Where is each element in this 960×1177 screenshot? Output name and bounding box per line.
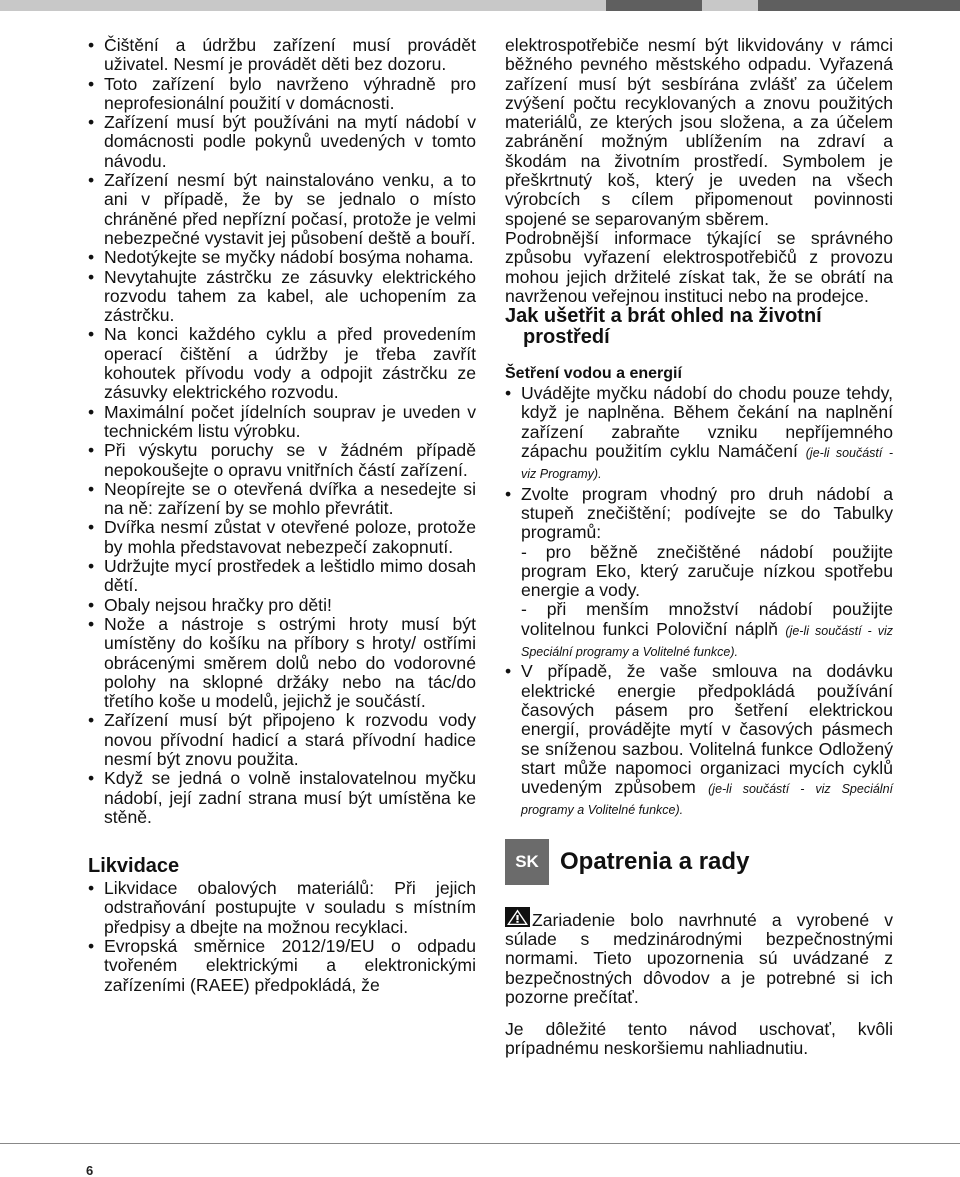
page-number: 6 (86, 1163, 94, 1177)
header-bar-segment (702, 0, 758, 11)
disposal-list (88, 879, 476, 995)
language-section-header (505, 839, 893, 885)
footer-divider (0, 1143, 960, 1144)
saving-list (505, 384, 893, 821)
section-title-line: prostředí (523, 326, 610, 349)
language-badge: SK (505, 839, 549, 885)
header-bar-segment (758, 0, 960, 11)
list-item: • Likvidace obalových materiálů: Při jejich odstraňování postupujte v souladu s místním předpisy a dbejte na možnou recyklaci. (88, 879, 476, 937)
list-item-text: - při menším množství nádobí použijte volitelnou funkci Poloviční náplň (521, 599, 893, 639)
disposal-info: Podrobnější informace týkající se správného způsobu vyřazení elektrospotřebičů z provozu mohou jejich držitelé získat tak, že se obrátí na navrženou veřejnou instituci nebo na prodejce. (505, 227, 893, 306)
list-item: • Zařízení musí být připojeno k rozvodu vody novou přívodní hadicí a stará přívodní hadice nesmí být znovu použita. (88, 711, 476, 769)
list-item: • Při výskytu poruchy se v žádném případě nepokoušejte o opravu vnitřních částí zařízení. (88, 441, 476, 480)
section-title-sk: Opatrenia a rady (560, 847, 750, 875)
list-item: • Na konci každého cyklu a před provedením operací čištění a údržby je třeba zavřít kohoutek přívodu vody a odpojit zástrčku ze zásuvky elektrického rozvodu. (88, 325, 476, 402)
header-bar (0, 0, 960, 11)
disposal-continuation: elektrospotřebiče nesmí být likvidovány v rámci běžného pevného městského odpadu. Vyřazená zařízení musí být sesbírána zvlášť za účelem zvýšení počtu recyklovaných a znovu použitých materiálů, ze kterých jsou složena, a za účelem zabránění možným ublížením na zdraví a škodám na životním prostředí. Symbolem je přeškrtnutý koš, který je uveden na všech výrobcích s cílem připomenout povinnosti spojené se separovaným sběrem. (505, 35, 893, 229)
list-item-note: (je-li součástí - viz Speciální programy a Volitelné funkce). (521, 623, 893, 660)
warning-triangle-icon (505, 907, 530, 927)
list-item-note: (je-li součástí - viz Programy). (521, 446, 893, 482)
header-bar-segment (0, 0, 606, 11)
list-item: • Evropská směrnice 2012/19/EU o odpadu tvořeném elektrickými a elektronickými zařízeními (RAEE) předpokládá, že (88, 937, 476, 995)
list-item: • Čištění a údržbu zařízení musí provádět uživatel. Nesmí je provádět děti bez dozoru. (88, 36, 476, 75)
section-title-likvidace: Likvidace (88, 855, 180, 878)
list-item: • Neopírejte se o otevřená dvířka a nesedejte si na ně: zařízení by se mohlo převrátit. (88, 480, 476, 519)
list-item: • Zařízení musí být používáni na mytí nádobí v domácnosti podle pokynů uvedených v tomto návodu. (88, 113, 476, 171)
list-item (505, 485, 893, 663)
list-item: • Toto zařízení bylo navrženo výhradně pro neprofesionální použití v domácnosti. (88, 75, 476, 114)
section-title-saving (505, 306, 893, 348)
sk-intro-paragraph (505, 907, 893, 1007)
list-item (505, 662, 893, 820)
list-item: • Zařízení nesmí být nainstalováno venku, a to ani v případě, že by se jednalo o místo chráněné před nepřízní počasí, protože je velmi nebezpečné vystavit jej působení deště a bouří. (88, 171, 476, 248)
paragraph-text: Zariadenie bolo navrhnuté a vyrobené v súlade s medzinárodnými bezpečnostnými normami. Tieto upozornenia sú uvádzané z bezpečnostných dôvodov a je potrebné si ich pozorne prečítať. (505, 909, 893, 1007)
subsection-title: Šetření vodou a energií (505, 365, 682, 383)
list-item: • Obaly nejsou hračky pro děti! (88, 596, 476, 615)
list-item-text: Zvolte program vhodný pro druh nádobí a stupeň znečištění; podívejte se do Tabulky programů: (521, 483, 893, 543)
left-column (88, 36, 476, 995)
list-sub-item: - pro běžně znečištěné nádobí použijte program Eko, který zaručuje nízkou spotřebu energie a vody. (521, 541, 893, 601)
list-item-text: V případě, že vaše smlouva na dodávku elektrické energie předpokládá používání časových pásem pro šetření elektrickou energií, provádějte mytí v časových pásmech se sníženou sazbou. Volitelná funkce Odložený start může napomoci organizaci mycích cyklů uvedeným způsobem (521, 661, 893, 798)
list-item: • Nevytahujte zástrčku ze zásuvky elektrického rozvodu tahem za kabel, ale uchopením za zástrčku. (88, 268, 476, 326)
header-bar-segment (606, 0, 702, 11)
section-title-line: Jak ušetřit a brát ohled na životní (505, 305, 822, 328)
sk-keep-manual-paragraph: Je dôležité tento návod uschovať, kvôli prípadnému neskoršiemu nahliadnutiu. (505, 1019, 893, 1059)
list-item-text: Uvádějte myčku nádobí do chodu pouze tehdy, když je naplněna. Během čekání na naplnění zařízení zabraňte vzniku nepříjemného zápachu použitím cyklu Namáčení (521, 383, 893, 462)
list-item: • Když se jedná o volně instalovatelnou myčku nádobí, její zadní strana musí být umístěna ke stěně. (88, 769, 476, 827)
list-item (505, 384, 893, 484)
list-item: • Maximální počet jídelních souprav je uveden v technickém listu výrobku. (88, 403, 476, 442)
list-item: • Nože a nástroje s ostrými hroty musí být umístěny do košíku na příbory s hroty/ ostřími obrácenými směrem dolů nebo do vodorovné polohy na sklopné držáky nebo na tác/do třetího koše u modelů, jejichž je součástí. (88, 615, 476, 711)
right-column (505, 36, 893, 1059)
list-item: • Dvířka nesmí zůstat v otevřené poloze, protože by mohla představovat nebezpečí zakopnutí. (88, 518, 476, 557)
safety-list (88, 36, 476, 827)
list-item: • Udržujte mycí prostředek a leštidlo mimo dosah dětí. (88, 557, 476, 596)
list-sub-item (521, 600, 893, 662)
list-item: • Nedotýkejte se myčky nádobí bosýma nohama. (88, 248, 476, 267)
list-item-note: (je-li součástí - viz Speciální programy a Volitelné funkce). (521, 782, 893, 818)
